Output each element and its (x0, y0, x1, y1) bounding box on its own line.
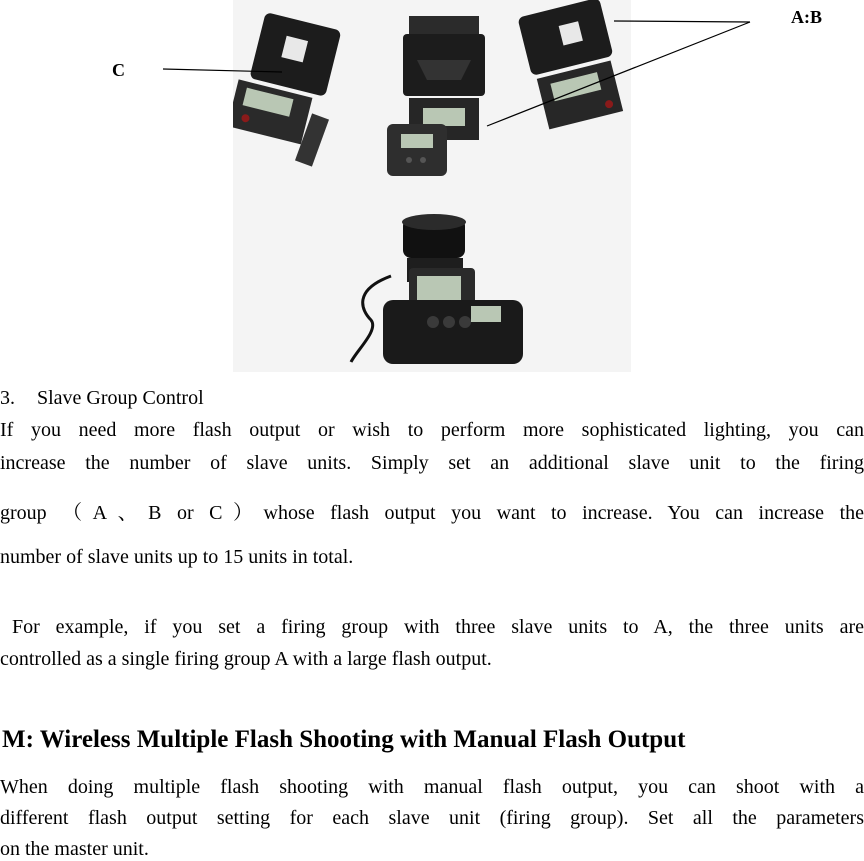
para2-line-1: For example, if you set a firing group with three slave units to A, the three units are (12, 616, 864, 638)
section-title: Slave Group Control (37, 387, 204, 409)
para1-line-3: group （A、B or C）whose flash output you want to increase. You can increase the (0, 502, 864, 524)
section-number: 3. (0, 387, 15, 409)
section-3-heading (0, 387, 864, 410)
section-m-heading: M: Wireless Multiple Flash Shooting with Manual Flash Output (2, 726, 686, 753)
para1-line-4: number of slave units up to 15 units in total. (0, 546, 354, 568)
paraM-line-3: on the master unit. (0, 838, 149, 860)
label-ab: A:B (791, 7, 822, 27)
para1-line-1: If you need more flash output or wish to perform more sophisticated lighting, you can (0, 419, 864, 441)
flash-setup-illustration (233, 0, 631, 372)
para1-line-2: increase the number of slave units. Simply set an additional slave unit to the firing (0, 452, 864, 474)
paraM-line-1: When doing multiple flash shooting with manual flash output, you can shoot with a (0, 776, 864, 798)
flash-setup-photo (233, 0, 631, 372)
callout-line-a (614, 21, 750, 22)
paraM-line-2: different flash output setting for each slave unit (firing group). Set all the parameters (0, 807, 864, 829)
para2-line-2: controlled as a single firing group A with a large flash output. (0, 648, 492, 670)
label-c: C (112, 60, 125, 80)
